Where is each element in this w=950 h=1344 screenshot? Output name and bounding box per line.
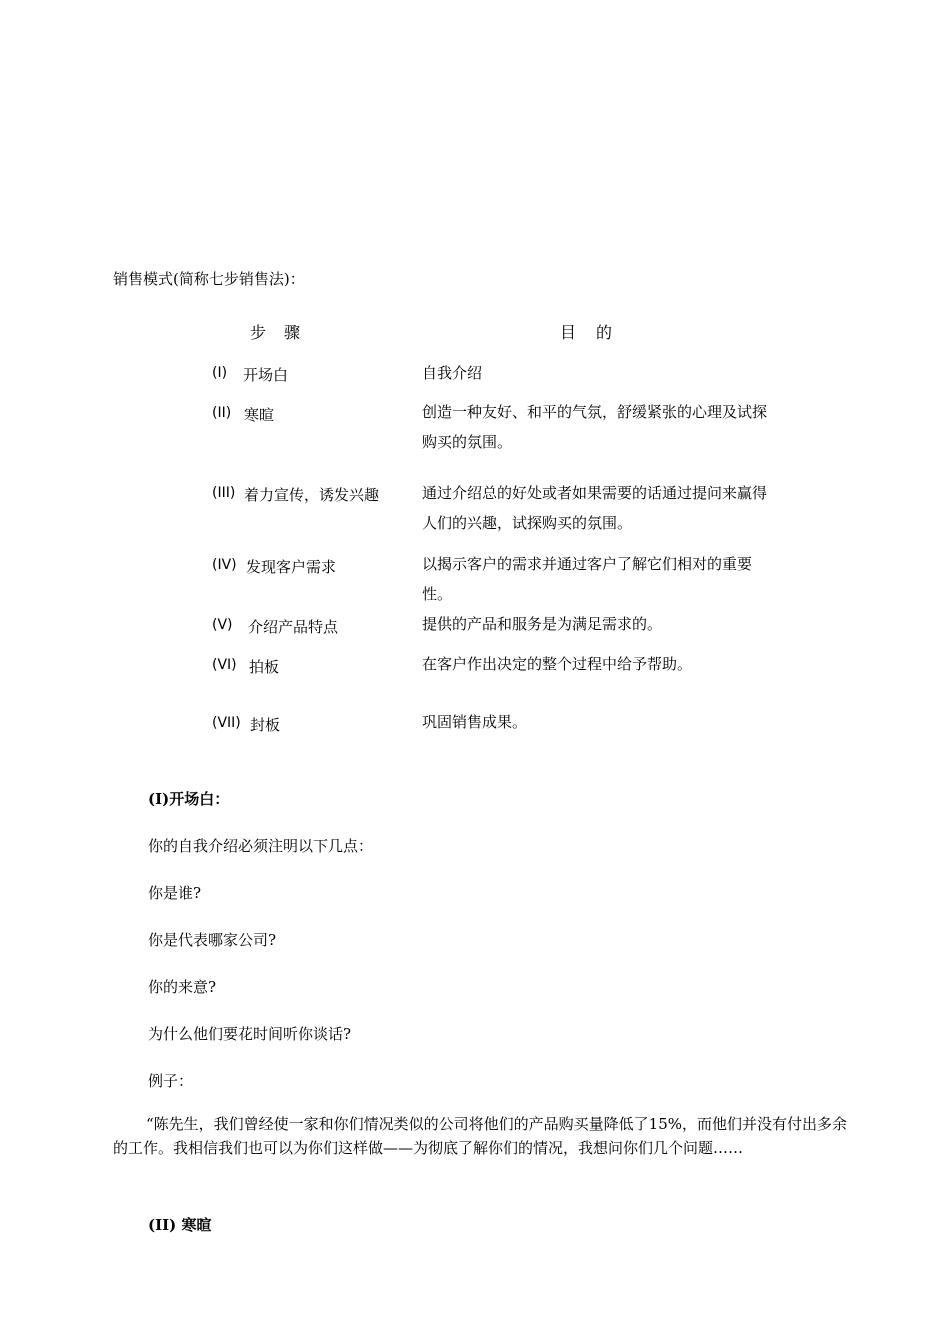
step-name: 开场白 (243, 366, 289, 384)
step-purpose: 自我介绍 (422, 364, 483, 382)
section-heading: (II) 寒暄 (148, 1216, 212, 1234)
document-title: 销售模式(简称七步销售法)： (113, 270, 305, 288)
step-name: 发现客户需求 (246, 558, 337, 576)
step-name: 介绍产品特点 (248, 618, 339, 636)
step-number: (VI) (212, 657, 237, 673)
step-purpose: 以揭示客户的需求并通过客户了解它们相对的重要性。 (422, 555, 753, 603)
step-name: 寒暄 (244, 406, 275, 424)
step-name: 着力宣传，诱发兴趣 (244, 486, 380, 504)
step-number: (VII) (212, 715, 241, 731)
step-purpose: 在客户作出决定的整个过程中给予帮助。 (422, 655, 693, 673)
table-header-purpose: 目的 (560, 323, 633, 342)
step-number: (II) (212, 405, 232, 421)
step-number: (III) (212, 485, 236, 501)
question-item: 你是谁? (148, 884, 202, 902)
step-number: (I) (212, 365, 228, 381)
paragraph: 你的自我介绍必须注明以下几点： (148, 837, 374, 855)
step-name: 封板 (250, 716, 281, 734)
step-purpose: 提供的产品和服务是为满足需求的。 (422, 615, 663, 633)
table-header-step: 步骤 (250, 323, 319, 342)
example-paragraph: “陈先生，我们曾经使一家和你们情况类似的公司将他们的产品购买量降低了15%，而他们并没有付出多余的工作。我相信我们也可以为你们这样做——为彻底了解你们的情况，我想问你们几个问题…… (113, 1115, 848, 1157)
question-item: 你的来意? (148, 978, 217, 996)
step-purpose: 创造一种友好、和平的气氛，舒缓紧张的心理及试探购买的氛围。 (422, 403, 768, 451)
step-number: (IV) (212, 557, 237, 573)
example-label: 例子： (148, 1072, 194, 1090)
step-purpose: 巩固销售成果。 (422, 713, 528, 731)
section-heading: (I)开场白： (148, 790, 230, 808)
question-item: 你是代表哪家公司? (148, 931, 277, 949)
question-item: 为什么他们要花时间听你谈话? (148, 1025, 352, 1043)
step-name: 拍板 (249, 658, 280, 676)
step-number: (V) (212, 617, 233, 633)
step-purpose: 通过介绍总的好处或者如果需要的话通过提问来赢得人们的兴趣，试探购买的氛围。 (422, 484, 768, 532)
